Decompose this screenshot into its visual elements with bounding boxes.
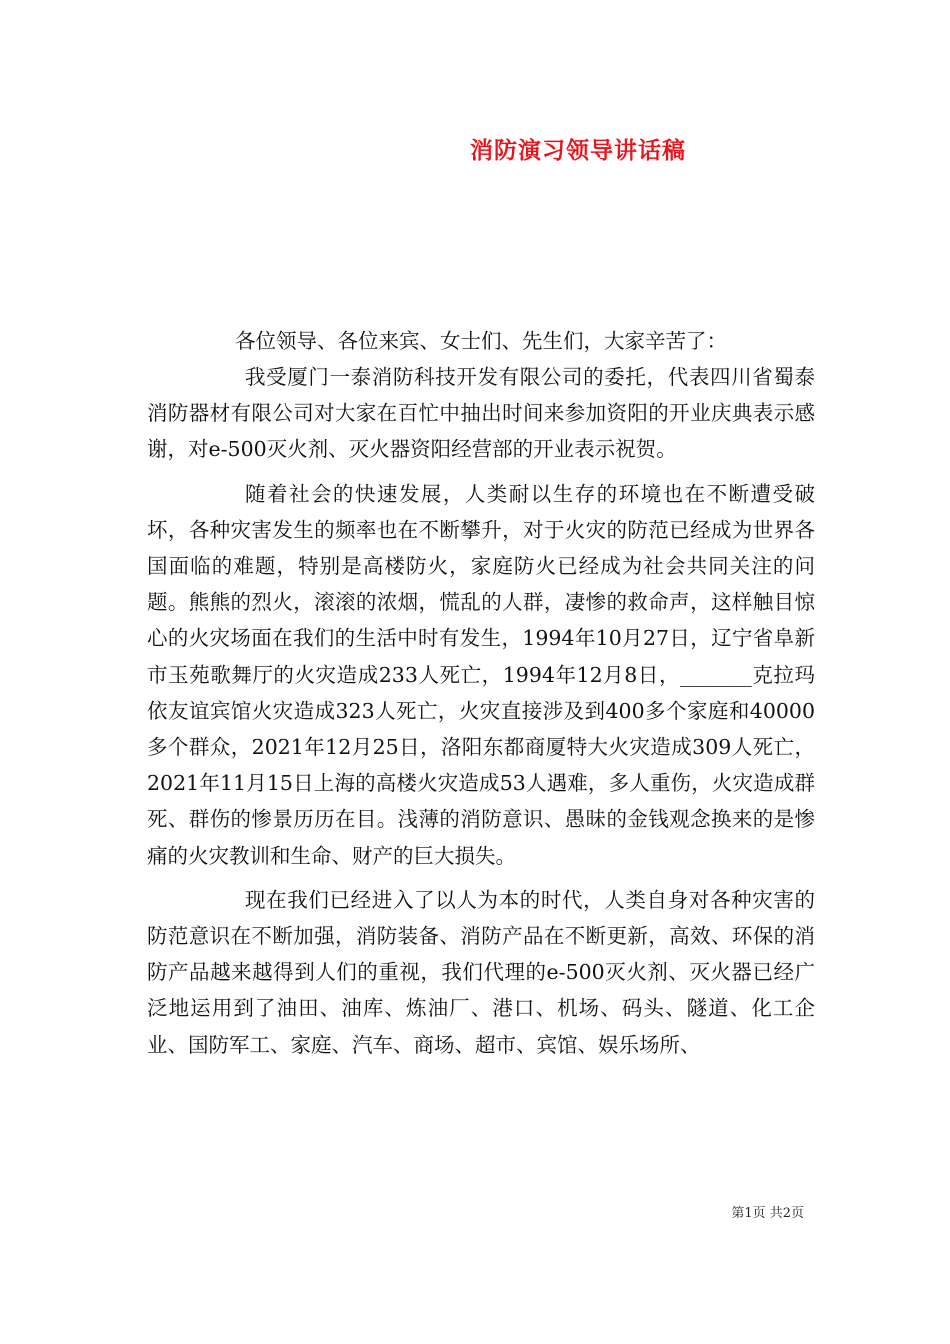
document-body: [147, 323, 815, 1063]
paragraph-1: 我受厦门一泰消防科技开发有限公司的委托，代表四川省蜀泰消防器材有限公司对大家在百忙中抽出时间来参加资阳的开业庆典表示感谢，对e-500灭火剂、灭火器资阳经营部的开业表示祝贺。: [147, 365, 815, 462]
document-title: 消防演习领导讲话稿: [470, 138, 686, 164]
greeting-line: 各位领导、各位来宾、女士们、先生们，大家辛苦了：: [235, 329, 727, 353]
paragraph-2: 随着社会的快速发展，人类耐以生存的环境也在不断遭受破坏，各种灾害发生的频率也在不断攀升，对于火灾的防范已经成为世界各国面临的难题，特别是高楼防火，家庭防火已经成为社会共同关注的问题。熊熊的烈火，滚滚的浓烟，慌乱的人群，凄惨的救命声，这样触目惊心的火灾场面在我们的生活中时有发生，1994年10月27日，辽宁省阜新市玉苑歌舞厅的火灾造成233人死亡，1994年12月8日，_______克拉玛依友谊宾馆火灾造成323人死亡，火灾直接涉及到400多个家庭和40000多个群众，2021年12月25日，洛阳东都商厦特大火灾造成309人死亡，2021年11月15日上海的高楼火灾造成53人遇难，多人重伤，火灾造成群死、群伤的惨景历历在目。浅薄的消防意识、愚昧的金钱观念换来的是惨痛的火灾教训和生命、财产的巨大损失。: [147, 481, 815, 868]
paragraph-3: 现在我们已经进入了以人为本的时代，人类自身对各种灾害的防范意识在不断加强，消防装备、消防产品在不断更新，高效、环保的消防产品越来越得到人们的重视，我们代理的e-500灭火剂、灭火器已经广泛地运用到了油田、油库、炼油厂、港口、机场、码头、隧道、化工企业、国防军工、家庭、汽车、商场、超市、宾馆、娱乐场所、: [147, 887, 815, 1057]
page-number-footer: 第1页 共2页: [731, 1206, 804, 1221]
